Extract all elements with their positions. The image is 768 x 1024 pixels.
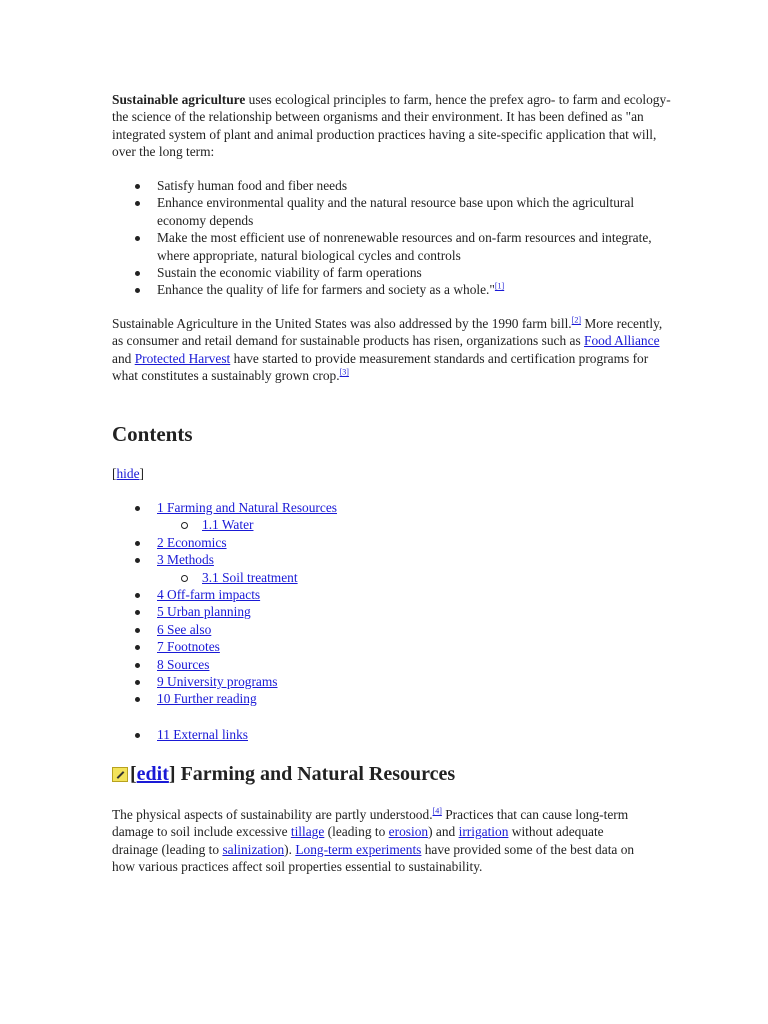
toc-toggle (112, 465, 144, 482)
toc-item (135, 586, 675, 603)
list-item (135, 281, 675, 298)
toc-link-economics[interactable]: 2 Economics (157, 534, 227, 550)
edit-section-link[interactable]: edit (136, 763, 169, 785)
bracket: ] (139, 466, 144, 481)
list-item-text: Make the most efficient use of nonrenewable resources and on-farm resources and integrate, where appropriate, natural biological cycles and controls (157, 230, 652, 263)
paragraph-text: Practices that can cause long-term damage to soil include excessive (112, 807, 629, 840)
paragraph-text: ). (284, 841, 296, 857)
toc-item (135, 638, 675, 655)
toc-item (135, 656, 675, 673)
hide-toc-link[interactable]: hide (116, 466, 140, 481)
toc-link-farming[interactable]: 1 Farming and Natural Resources (157, 500, 337, 515)
protected-harvest-link[interactable]: Protected Harvest (134, 350, 231, 366)
toc-item (135, 551, 675, 586)
intro-paragraph (112, 91, 672, 161)
toc-link-methods[interactable]: 3 Methods (157, 552, 214, 568)
paragraph-text: More recently, as consumer and retail demand for sustainable products has risen, organizations such as (112, 316, 663, 349)
toc-link-see-also[interactable]: 6 See also (157, 621, 212, 637)
erosion-link[interactable]: erosion (388, 824, 429, 840)
us-policy-paragraph (112, 315, 672, 385)
list-item-text: Satisfy human food and fiber needs (157, 178, 348, 193)
toc-subitem (181, 569, 675, 586)
paragraph-text: (leading to (324, 824, 389, 840)
citation-2-link[interactable]: [2] (571, 315, 581, 325)
toc-sublist (157, 569, 675, 586)
toc-link-university[interactable]: 9 University programs (157, 674, 278, 690)
paragraph-text: Sustainable Agriculture in the United States was also addressed by the 1990 farm bill. (112, 316, 572, 331)
list-item-text: Enhance environmental quality and the natural resource base upon which the agricultural economy depends (157, 195, 635, 228)
toc-link-footnotes[interactable]: 7 Footnotes (157, 639, 220, 655)
paragraph-text: have provided some of the best data on how various practices affect soil properties essential to sustainability. (112, 841, 635, 875)
toc-link-sources[interactable]: 8 Sources (157, 656, 210, 672)
paragraph-text: without adequate drainage (leading to (112, 824, 604, 857)
toc-item (135, 726, 675, 743)
bracket: [ (112, 466, 117, 481)
paragraph-text: ) and (428, 824, 459, 840)
list-item (135, 194, 675, 229)
section-heading (112, 760, 455, 788)
toc-item (135, 690, 675, 707)
pencil-edit-icon[interactable] (112, 767, 128, 782)
requirements-list (135, 177, 675, 299)
toc-item (135, 603, 675, 620)
intro-text: uses ecological principles to farm, hence the prefex agro- to farm and ecology- the science of the relationship between organisms and their environment. It has been defined as "an integrated system of plant and animal production practices having a site-specific application that will, over the long term: (112, 92, 671, 160)
toc-subitem (181, 516, 675, 533)
list-item (135, 264, 675, 281)
intro-bold-term: Sustainable agriculture (112, 92, 246, 107)
section-paragraph (112, 806, 652, 876)
food-alliance-link[interactable]: Food Alliance (584, 333, 660, 349)
bracket: ] (168, 763, 176, 785)
list-item (135, 229, 675, 264)
paragraph-text: The physical aspects of sustainability are partly understood. (112, 807, 433, 822)
paragraph-text: and (112, 350, 135, 366)
toc-link-off-farm[interactable]: 4 Off-farm impacts (157, 587, 261, 603)
citation-1-link[interactable]: [1] (494, 281, 505, 291)
toc-item (135, 499, 675, 534)
irrigation-link[interactable]: irrigation (458, 824, 509, 840)
tillage-link[interactable]: tillage (290, 824, 325, 840)
paragraph-text: have started to provide measurement standards and certification programs for what constitutes a sustainably grown crop. (112, 350, 649, 384)
toc-link-water[interactable]: 1.1 Water (202, 517, 254, 533)
table-of-contents-continued (135, 726, 675, 743)
toc-item (135, 534, 675, 551)
list-item-text: Enhance the quality of life for farmers and society as a whole." (157, 282, 495, 298)
toc-sublist (157, 516, 675, 533)
list-item-text: Sustain the economic viability of farm operations (157, 265, 422, 281)
contents-heading: Contents (112, 422, 193, 446)
toc-link-external-links[interactable]: 11 External links (157, 727, 248, 742)
toc-link-urban-planning[interactable]: 5 Urban planning (157, 604, 251, 620)
bracket: [ (130, 763, 137, 785)
list-item (135, 177, 675, 194)
long-term-experiments-link[interactable]: Long-term experiments (295, 841, 422, 857)
citation-3-link[interactable]: [3] (339, 367, 349, 377)
toc-link-further-reading[interactable]: 10 Further reading (157, 691, 257, 707)
toc-link-soil-treatment[interactable]: 3.1 Soil treatment (202, 569, 298, 585)
toc-item (135, 673, 675, 690)
salinization-link[interactable]: salinization (222, 841, 285, 857)
toc-item (135, 621, 675, 638)
citation-4-link[interactable]: [4] (432, 806, 442, 816)
table-of-contents (135, 499, 675, 708)
section-title: Farming and Natural Resources (175, 763, 456, 785)
